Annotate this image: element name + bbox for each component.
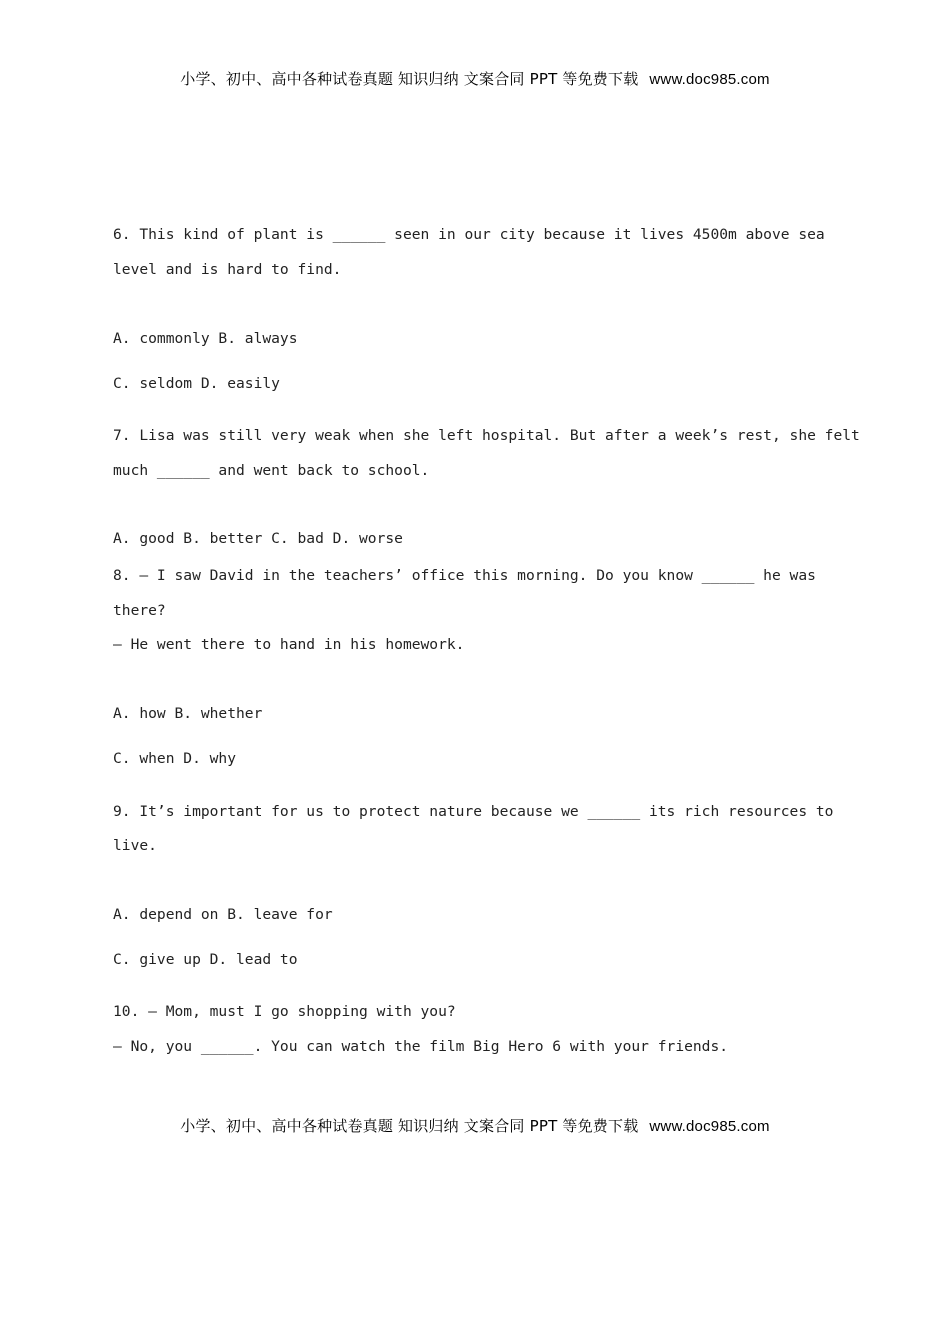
question-8-line-3: — He went there to hand in his homework. [113, 636, 465, 653]
question-7-line-2: much ______ and went back to school. [113, 462, 430, 479]
header-text: 小学、初中、高中各种试卷真题 知识归纳 文案合同 PPT 等免费下载 [180, 70, 639, 88]
question-8-options-2: C. when D. why [113, 750, 237, 767]
question-9-options-1: A. depend on B. leave for [113, 906, 333, 923]
question-10-line-1: 10. — Mom, must I go shopping with you? [113, 1003, 456, 1020]
question-9-line-2: live. [113, 837, 157, 854]
question-6-line-1: 6. This kind of plant is ______ seen in our city because it lives 4500m above sea [113, 226, 825, 243]
question-9-options-2: C. give up D. lead to [113, 951, 298, 968]
question-7-line-1: 7. Lisa was still very weak when she left hospital. But after a week’s rest, she felt [113, 427, 860, 444]
question-8-line-1: 8. — I saw David in the teachers’ office this morning. Do you know ______ he was [113, 567, 816, 584]
page-header [0, 68, 950, 89]
question-10-line-2: — No, you ______. You can watch the film Big Hero 6 with your friends. [113, 1038, 729, 1055]
header-url: www.doc985.com [649, 71, 770, 88]
question-7-options-1: A. good B. better C. bad D. worse [113, 530, 403, 547]
question-8-options-1: A. how B. whether [113, 705, 263, 722]
footer-url: www.doc985.com [649, 1118, 770, 1135]
question-8-line-2: there? [113, 602, 166, 619]
footer-text: 小学、初中、高中各种试卷真题 知识归纳 文案合同 PPT 等免费下载 [180, 1117, 639, 1135]
question-6-line-2: level and is hard to find. [113, 261, 342, 278]
question-6-options-1: A. commonly B. always [113, 330, 298, 347]
question-9-line-1: 9. It’s important for us to protect nature because we ______ its rich resources to [113, 803, 834, 820]
page-footer [0, 1115, 950, 1136]
question-6-options-2: C. seldom D. easily [113, 375, 280, 392]
